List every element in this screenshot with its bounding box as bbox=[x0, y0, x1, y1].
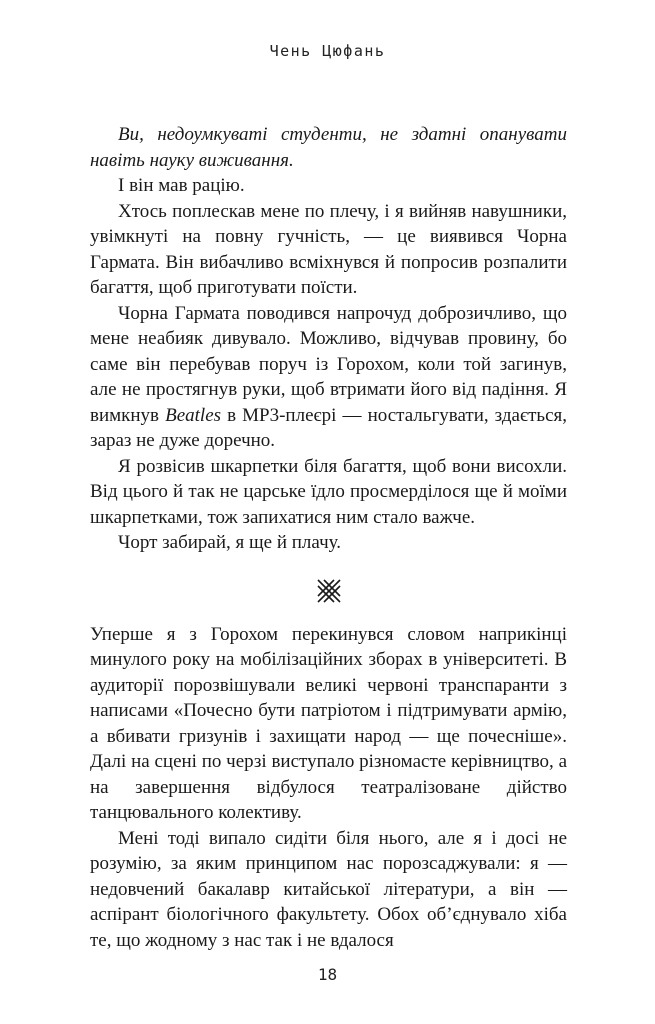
running-header: Чень Цюфань bbox=[269, 42, 386, 60]
page-number: 18 bbox=[317, 965, 338, 984]
ornament-knot-icon bbox=[315, 577, 343, 605]
paragraph: Я розвісив шкарпетки біля багаття, щоб вони висохли. Від цього й так не царське їдло просмерділося ще й моїми шкарпетками, тож запихатися ним стало важче. bbox=[90, 455, 567, 528]
paragraph: Мені тоді випало сидіти біля нього, але я і досі не розумію, за яким принципом нас порозсаджували: я — недовчений бакалавр китайської літератури, а він — аспірант біологічного факультету. Обох об’єднувало хіба те, що жодному з нас так і не вдалося bbox=[90, 827, 567, 951]
paragraph: Уперше я з Горохом перекинувся словом наприкінці минулого року на мобілізаційних зборах в університеті. В аудиторії порозвішували великі червоні транспаранти з написами «Почесно бути патріотом і підтримувати армію, а вбивати гризунів і захищати народ — ще почесніше». Далі на сцені по черзі виступало різномасте керівництво, а на завершення відбулося театралізоване дійство танцювального колективу. bbox=[90, 623, 567, 823]
body-text bbox=[90, 122, 567, 953]
paragraph: Чорна Гармата поводився напрочуд доброзичливо, що мене неабияк дивувало. Можливо, відчував провину, бо саме він перебував поруч із Горохом, коли той загинув, але не простягнув руки, щоб втримати його від падіння. Я вимкнув Beatles в МР3-плеєрі — ностальгувати, здається, зараз не дуже доречно. bbox=[90, 302, 567, 451]
paragraph-italic-quote: Ви, недоумкуваті студенти, не здатні опанувати навіть науку виживання. bbox=[90, 124, 567, 171]
paragraph: І він мав рацію. bbox=[118, 175, 245, 196]
paragraph: Хтось поплескав мене по плечу, і я вийняв навушники, увімкнуті на повну гучність, — це виявився Чорна Гармата. Він вибачливо всміхнувся й попросив розпалити багаття, щоб приготувати поїсти. bbox=[90, 200, 567, 298]
paragraph: Чорт забирай, я ще й плачу. bbox=[118, 532, 341, 553]
section-break-ornament bbox=[90, 566, 567, 616]
italic-band-name: Beatles bbox=[165, 404, 222, 426]
